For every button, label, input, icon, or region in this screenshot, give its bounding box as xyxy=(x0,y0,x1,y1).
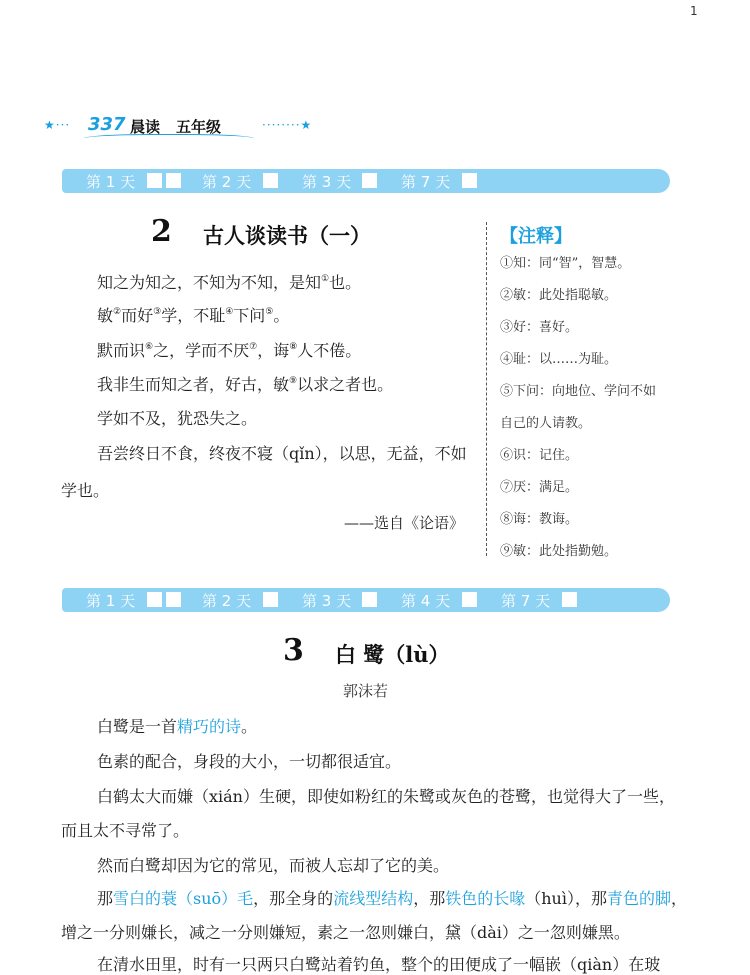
text-line: 白鹭是一首精巧的诗。 xyxy=(97,717,258,736)
note-item: ⑤下问：向地位、学问不如 xyxy=(500,384,657,399)
note-item: ⑧诲：教诲。 xyxy=(500,512,579,527)
text-line: 学如不及，犹恐失之。 xyxy=(97,409,258,428)
day-checkbox[interactable] xyxy=(462,592,477,607)
text-line: 在清水田里，时有一只两只白鹭站着钓鱼，整个的田便成了一幅嵌（qiàn）在玻 xyxy=(97,955,661,974)
day-tracker-bar xyxy=(62,169,670,193)
note-item: ⑦厌：满足。 xyxy=(500,480,579,495)
header-label: 晨读 xyxy=(130,118,161,136)
page-number: 1 xyxy=(690,4,698,18)
lesson-title: 古人谈读书（一） xyxy=(203,223,371,248)
text-line: 学也。 xyxy=(61,481,110,500)
day-checkbox[interactable] xyxy=(263,592,278,607)
header-right-dots: ········★ xyxy=(262,118,313,132)
note-item: ③好：喜好。 xyxy=(500,320,579,335)
day-checkbox[interactable] xyxy=(362,173,377,188)
day-checkbox[interactable] xyxy=(362,592,377,607)
highlighted-phrase: 精巧的诗 xyxy=(177,717,242,736)
highlighted-phrase: 铁色的长喙 xyxy=(445,889,526,908)
day-label: 第 3 天 xyxy=(302,173,352,191)
text-line: 增之一分则嫌长，减之一分则嫌短，素之一忽则嫌白，黛（dài）之一忽则嫌黑。 xyxy=(61,923,630,942)
text-line: 我非生而知之者，好古，敏⑨以求之者也。 xyxy=(97,375,394,394)
day-label: 第 3 天 xyxy=(302,592,352,610)
day-label: 第 2 天 xyxy=(202,592,252,610)
highlighted-phrase: 流线型结构 xyxy=(333,889,414,908)
lesson-title: 白 鹭（lù） xyxy=(335,642,450,667)
day-checkbox[interactable] xyxy=(147,173,162,188)
text-line: 白鹤太大而嫌（xián）生硬，即使如粉红的朱鹭或灰色的苍鹭，也觉得大了一些， xyxy=(97,787,675,806)
lesson-number: 3 xyxy=(283,633,304,668)
day-tracker-bar xyxy=(62,588,670,612)
notes-title: 【注释】 xyxy=(500,226,572,247)
day-checkbox[interactable] xyxy=(166,173,181,188)
day-label: 第 7 天 xyxy=(501,592,551,610)
header-grade: 五年级 xyxy=(176,118,222,136)
day-checkbox[interactable] xyxy=(562,592,577,607)
highlighted-phrase: 青色的脚 xyxy=(606,889,671,908)
text-line: 吾尝终日不食，终夜不寝（qǐn），以思，无益，不如 xyxy=(97,444,467,463)
lesson-number: 2 xyxy=(151,214,172,249)
day-checkbox[interactable] xyxy=(147,592,162,607)
notes-divider xyxy=(486,222,487,556)
day-label: 第 2 天 xyxy=(202,173,252,191)
note-item: ②敏：此处指聪敏。 xyxy=(500,288,618,303)
note-item: 自己的人请教。 xyxy=(500,416,592,431)
text-line: 然而白鹭却因为它的常见，而被人忘却了它的美。 xyxy=(97,856,450,875)
header-bracket xyxy=(84,134,254,145)
highlighted-phrase: 雪白的蓑（suō）毛 xyxy=(113,889,254,908)
header-number: 337 xyxy=(88,114,126,135)
text-line: 默而识⑥之，学而不厌⑦，诲⑧人不倦。 xyxy=(97,341,362,360)
source-citation: ——选自《论语》 xyxy=(344,514,465,532)
day-label: 第 1 天 xyxy=(86,173,136,191)
note-item: ④耻：以……为耻。 xyxy=(500,352,618,367)
day-checkbox[interactable] xyxy=(462,173,477,188)
note-item: ⑨敏：此处指勤勉。 xyxy=(500,544,618,559)
text-line: 而且太不寻常了。 xyxy=(61,821,190,840)
day-checkbox[interactable] xyxy=(166,592,181,607)
text-line: 敏②而好③学，不耻④下问⑤。 xyxy=(97,306,290,325)
author-name: 郭沫若 xyxy=(343,682,389,700)
day-label: 第 1 天 xyxy=(86,592,136,610)
header-left-dots: ★··· xyxy=(44,118,71,132)
text-line: 色素的配合，身段的大小，一切都很适宜。 xyxy=(97,752,402,771)
text-line: 知之为知之，不知为不知，是知①也。 xyxy=(97,273,362,292)
note-item: ①知：同“智”，智慧。 xyxy=(500,256,631,271)
book-header xyxy=(44,114,313,140)
text-line: 那雪白的蓑（suō）毛，那全身的流线型结构，那铁色的长喙（huì），那青色的脚， xyxy=(97,889,687,908)
day-label: 第 4 天 xyxy=(401,592,451,610)
note-item: ⑥识：记住。 xyxy=(500,448,579,463)
day-label: 第 7 天 xyxy=(401,173,451,191)
day-checkbox[interactable] xyxy=(263,173,278,188)
